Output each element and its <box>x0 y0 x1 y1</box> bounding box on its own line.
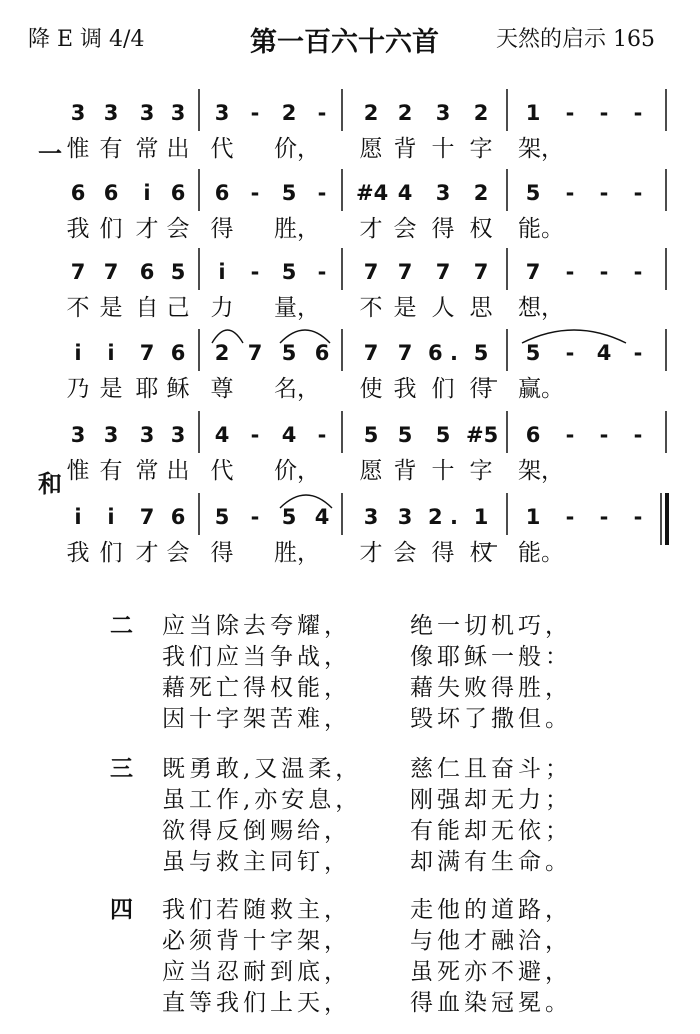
lyric-char: 代 <box>210 136 234 162</box>
note: i <box>107 505 115 529</box>
verse-line <box>110 891 590 923</box>
note: - <box>317 260 327 284</box>
verse-line-first-half: 应当除去夸耀， <box>162 613 351 639</box>
note: - <box>633 181 643 205</box>
lyric-char: 想， <box>518 295 564 321</box>
note: - <box>250 101 260 125</box>
note: 5 <box>281 181 297 205</box>
verse-line-first-half: 藉死亡得权能， <box>162 675 351 701</box>
lyric-char: 得 <box>431 216 455 242</box>
note: - <box>565 341 575 365</box>
note: 3 <box>435 181 451 205</box>
note: - <box>317 101 327 125</box>
note: - <box>565 423 575 447</box>
note: - <box>633 101 643 125</box>
verse-line-second-half: 虽死亦不避， <box>410 959 572 985</box>
note: 6 <box>170 341 186 365</box>
note: 6 <box>103 181 119 205</box>
note: 5 <box>281 505 297 529</box>
note: 7 <box>397 260 413 284</box>
lyric-char: 能。 <box>518 216 564 242</box>
hymn-title: 第一百六十六首 <box>250 27 439 58</box>
lyric-char: 字 <box>469 136 493 162</box>
note: - <box>250 423 260 447</box>
lyric-char: 惟 <box>66 136 90 162</box>
note: - <box>565 505 575 529</box>
note: - <box>250 181 260 205</box>
verse-line-first-half: 我们应当争战， <box>162 644 351 670</box>
verse-number: 二 <box>110 613 133 639</box>
note: 5 <box>397 423 413 447</box>
note: - <box>633 260 643 284</box>
lyric-char: 胜， <box>274 540 320 566</box>
note: 5 <box>435 423 451 447</box>
lyric-char: 背 <box>393 458 417 484</box>
note: - <box>317 181 327 205</box>
note: - <box>633 505 643 529</box>
verse-mark-one: 一 <box>38 140 62 168</box>
verse-line-first-half: 应当忍耐到底， <box>162 959 351 985</box>
lyric-char: 有 <box>99 458 123 484</box>
lyric-char: 字 <box>469 458 493 484</box>
lyric-char: 赢。 <box>518 376 564 402</box>
lyric-char: 价， <box>274 458 320 484</box>
lyric-char: 乃 <box>66 376 90 402</box>
note: 7 <box>139 341 155 365</box>
note: i <box>74 505 82 529</box>
note: - <box>565 101 575 125</box>
note: 7 <box>363 260 379 284</box>
lyric-char: 才 <box>359 540 383 566</box>
note: 3 <box>170 101 186 125</box>
lyric-char: 我 <box>393 376 417 402</box>
note: #4 <box>356 181 389 205</box>
note: 5 <box>473 341 489 365</box>
lyric-char: 们 <box>99 216 123 242</box>
note: 3 <box>103 423 119 447</box>
lyric-char: 们 <box>431 376 455 402</box>
lyric-char: 不 <box>359 295 383 321</box>
lyric-char: 愿 <box>359 136 383 162</box>
lyric-char: 常 <box>135 136 159 162</box>
note: 5 <box>525 181 541 205</box>
lyric-char: 们 <box>99 540 123 566</box>
note: 3 <box>397 505 413 529</box>
note: 7 <box>139 505 155 529</box>
note: 3 <box>70 423 86 447</box>
verse-line <box>110 638 590 670</box>
lyric-char: 得 <box>431 540 455 566</box>
lyric-char: 会 <box>393 216 417 242</box>
lyric-char: 惟 <box>66 458 90 484</box>
lyric-char: 是 <box>99 295 123 321</box>
note: #5 <box>466 423 499 447</box>
note: - <box>599 260 609 284</box>
lyric-char: 背 <box>393 136 417 162</box>
note: 3 <box>139 423 155 447</box>
verse-line-second-half: 刚强却无力； <box>410 787 572 813</box>
note: 3 <box>435 101 451 125</box>
verse-line <box>110 750 590 782</box>
note: 5 <box>525 341 541 365</box>
verse-line-second-half: 得血染冠冕。 <box>410 990 572 1016</box>
lyric-char: 权 <box>469 216 493 242</box>
lyric-char: 价， <box>274 136 320 162</box>
lyric-char: 得 <box>469 376 493 402</box>
note: 2 <box>397 101 413 125</box>
lyric-char: 代 <box>210 458 234 484</box>
verse-line-second-half: 与他才融洽， <box>410 928 572 954</box>
note: 3 <box>70 101 86 125</box>
lyric-char: 才 <box>135 216 159 242</box>
lyric-char: 己 <box>166 295 190 321</box>
lyric-char: 耶 <box>135 376 159 402</box>
note: - <box>565 181 575 205</box>
note: 7 <box>247 341 263 365</box>
verse-line-first-half: 我们若随救主， <box>162 897 351 923</box>
verse-line-first-half: 因十字架苦难， <box>162 706 351 732</box>
lyric-char: 才 <box>135 540 159 566</box>
verse-number: 四 <box>110 897 133 923</box>
note: 7 <box>525 260 541 284</box>
verse-line-second-half: 走他的道路， <box>410 897 572 923</box>
note: i <box>218 260 226 284</box>
verse-line <box>110 669 590 701</box>
lyric-char: 有 <box>99 136 123 162</box>
note: 6 <box>214 181 230 205</box>
verse-line-second-half: 有能却无依； <box>410 818 572 844</box>
lyric-char: 胜， <box>274 216 320 242</box>
lyric-char: 才 <box>359 216 383 242</box>
lyric-char: 出 <box>166 136 190 162</box>
lyric-char: 力 <box>210 295 234 321</box>
lyric-char: 架， <box>518 136 564 162</box>
key-signature: 降 E 调 4/4 <box>28 27 145 52</box>
lyric-char: 能。 <box>518 540 564 566</box>
note: 5 <box>170 260 186 284</box>
verse-line-second-half: 绝一切机巧， <box>410 613 572 639</box>
note: i <box>107 341 115 365</box>
verse-line-first-half: 既勇敢,又温柔， <box>162 756 363 782</box>
note: 7 <box>70 260 86 284</box>
note: 1 <box>525 505 541 529</box>
lyric-char: 会 <box>393 540 417 566</box>
verse-line <box>110 953 590 985</box>
verse-line <box>110 922 590 954</box>
lyric-char: 十 <box>431 458 455 484</box>
verse-line-first-half: 虽工作,亦安息， <box>162 787 363 813</box>
verse-line <box>110 700 590 732</box>
note: 6 . <box>428 341 458 365</box>
note: 1 <box>525 101 541 125</box>
note: 7 <box>103 260 119 284</box>
lyric-char: 人 <box>431 295 455 321</box>
note: 4 <box>314 505 330 529</box>
note: - <box>317 423 327 447</box>
lyric-char: 会 <box>166 540 190 566</box>
note: 7 <box>435 260 451 284</box>
verse-line-first-half: 直等我们上天， <box>162 990 351 1016</box>
note: 6 <box>70 181 86 205</box>
note: 7 <box>363 341 379 365</box>
verse-line <box>110 781 590 813</box>
lyric-char: 量， <box>274 295 320 321</box>
note: 3 <box>103 101 119 125</box>
verse-line <box>110 843 590 875</box>
verse-line-first-half: 虽与救主同钉， <box>162 849 351 875</box>
note: - <box>565 260 575 284</box>
note: 4 <box>596 341 612 365</box>
lyric-char: 思 <box>469 295 493 321</box>
note: 7 <box>397 341 413 365</box>
lyric-char: 稣 <box>166 376 190 402</box>
lyric-char: 是 <box>393 295 417 321</box>
lyric-char: 常 <box>135 458 159 484</box>
note: 2 <box>473 101 489 125</box>
note: - <box>633 423 643 447</box>
note: 4 <box>397 181 413 205</box>
verse-line-second-half: 藉失败得胜， <box>410 675 572 701</box>
lyric-char: 权 <box>469 540 493 566</box>
note: 6 <box>314 341 330 365</box>
verse-line <box>110 812 590 844</box>
verse-line-first-half: 欲得反倒赐给， <box>162 818 351 844</box>
lyric-char: 出 <box>166 458 190 484</box>
lyric-char: 得 <box>210 540 234 566</box>
lyric-char: 是 <box>99 376 123 402</box>
note: 1 <box>473 505 489 529</box>
note: 6 <box>139 260 155 284</box>
note: 6 <box>170 181 186 205</box>
verse-line <box>110 607 590 639</box>
note: 6 <box>170 505 186 529</box>
verse-mark-chorus: 和 <box>38 470 62 498</box>
verse-line-second-half: 毁坏了撒但。 <box>410 706 572 732</box>
lyric-char: 十 <box>431 136 455 162</box>
lyric-char: 尊 <box>210 376 234 402</box>
note: 2 <box>281 101 297 125</box>
note: - <box>633 341 643 365</box>
lyric-char: 我 <box>66 216 90 242</box>
note: 7 <box>473 260 489 284</box>
note: 2 <box>214 341 230 365</box>
verse-line-second-half: 却满有生命。 <box>410 849 572 875</box>
note: - <box>599 101 609 125</box>
lyric-char: 自 <box>135 295 159 321</box>
lyric-char: 使 <box>359 376 383 402</box>
note: - <box>250 505 260 529</box>
note: 6 <box>525 423 541 447</box>
note: 3 <box>170 423 186 447</box>
verse-line-first-half: 必须背十字架， <box>162 928 351 954</box>
note: 4 <box>214 423 230 447</box>
lyric-char: 名， <box>274 376 320 402</box>
verse-line-second-half: 像耶稣一般： <box>410 644 572 670</box>
note: 5 <box>363 423 379 447</box>
note: - <box>599 423 609 447</box>
verse-line <box>110 984 590 1016</box>
hymn-source: 天然的启示 165 <box>496 27 655 52</box>
note: 4 <box>281 423 297 447</box>
note: - <box>250 260 260 284</box>
note: 3 <box>139 101 155 125</box>
note: 2 <box>473 181 489 205</box>
lyric-char: 我 <box>66 540 90 566</box>
note: 5 <box>281 341 297 365</box>
lyric-char: 架， <box>518 458 564 484</box>
note: 3 <box>363 505 379 529</box>
note: - <box>599 505 609 529</box>
note: - <box>599 181 609 205</box>
lyric-char: 愿 <box>359 458 383 484</box>
verse-number: 三 <box>110 756 133 782</box>
lyric-char: 不 <box>66 295 90 321</box>
note: i <box>74 341 82 365</box>
note: 2 . <box>428 505 458 529</box>
verse-line-second-half: 慈仁且奋斗； <box>410 756 572 782</box>
lyric-char: 会 <box>166 216 190 242</box>
note: 3 <box>214 101 230 125</box>
note: 5 <box>214 505 230 529</box>
lyric-char: 得 <box>210 216 234 242</box>
note: i <box>143 181 151 205</box>
note: 5 <box>281 260 297 284</box>
note: 2 <box>363 101 379 125</box>
